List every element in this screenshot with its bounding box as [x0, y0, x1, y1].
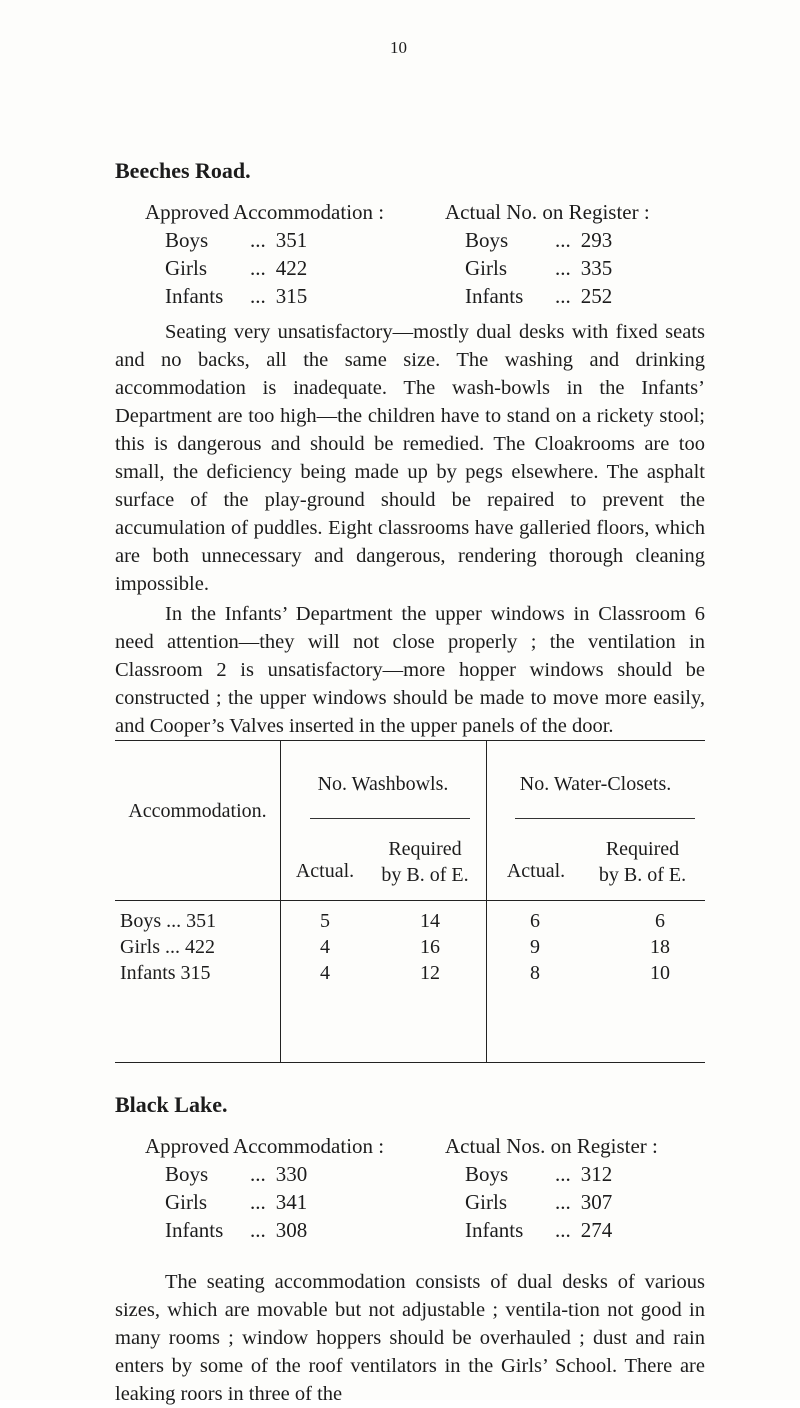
actual-row: Infants ... 274	[465, 1218, 613, 1242]
actual-row: Girls ... 307	[465, 1190, 613, 1214]
beeches-road-paragraph-seating: Seating very unsatisfactory—mostly dual desks with fixed seats and no backs, all the same size. The washing and drinking accommodation is inadequate. The wash-bowls in the Infants’ Department are too high—the children have to stand on a rickety stool; this is dangerous and should be remedied. The Cloakrooms are too small, the deficiency being made up by pegs elsewhere. The asphalt surface of the play-ground should be repaired to prevent the accumulation of puddles. Eight classrooms have galleried floors, which are both unnecessary and dangerous, rendering thorough cleaning impossible.	[115, 321, 705, 595]
header-water-closets: No. Water-Closets.	[519, 773, 672, 795]
approved-accommodation-title: Approved Accommodation :	[145, 1134, 385, 1158]
subheader-wash-actual: Actual.	[295, 860, 355, 882]
table-row: Infants 315 4 12 8 10	[120, 962, 670, 984]
table-row: Boys ... 351 5 14 6 6	[120, 910, 665, 932]
actual-register-title: Actual No. on Register :	[445, 200, 650, 224]
approved-accommodation-column	[145, 1132, 405, 1244]
approved-row: Girls ... 422	[165, 256, 308, 280]
approved-row: Boys ... 351	[165, 228, 308, 252]
beeches-road-paragraph-infants: In the Infants’ Department the upper windows in Classroom 6 need attention—they will not close properly ; the ventilation in Classroom 2 is unsatisfactory—more hopper windows should be constructed ; the upper windows should be made to move more easily, and Cooper’s Valves inserted in the upper panels of the door.	[115, 603, 705, 737]
actual-row: Boys ... 312	[465, 1162, 613, 1186]
actual-register-column	[445, 198, 745, 310]
table-sub-rule	[515, 818, 695, 819]
approved-row: Girls ... 341	[165, 1190, 308, 1214]
subheader-wash-required: Required by B. of E.	[381, 838, 469, 886]
header-washbowls: No. Washbowls.	[317, 773, 449, 795]
table-sub-rule	[310, 818, 470, 819]
sanitation-table	[115, 740, 705, 1070]
actual-register-title: Actual Nos. on Register :	[445, 1134, 658, 1158]
section-title-beeches-road: Beeches Road.	[115, 158, 251, 183]
subheader-wc-actual: Actual.	[506, 860, 566, 882]
actual-row: Infants ... 252	[465, 284, 613, 308]
black-lake-paragraph-seating: The seating accommodation consists of dual desks of various sizes, which are movable but not adjustable ; ventila-tion not good in many rooms ; window hoppers should be overhauled ; dust and rain enters by some of the roof ventilators in the Girls’ School. There are leaking roors in three of the	[115, 1271, 705, 1405]
approved-accommodation-column	[145, 198, 405, 310]
section-title-black-lake: Black Lake.	[115, 1092, 228, 1117]
actual-row: Girls ... 335	[465, 256, 613, 280]
table-row: Girls ... 422 4 16 9 18	[120, 936, 670, 958]
approved-row: Infants ... 315	[165, 284, 308, 308]
actual-row: Boys ... 293	[465, 228, 613, 252]
subheader-wc-required: Required by B. of E.	[598, 838, 687, 886]
approved-row: Boys ... 330	[165, 1162, 308, 1186]
actual-register-column	[445, 1132, 745, 1244]
table-rule	[115, 900, 705, 901]
table-rule	[115, 740, 705, 741]
approved-accommodation-title: Approved Accommodation :	[145, 200, 385, 224]
approved-row: Infants ... 308	[165, 1218, 308, 1242]
table-rule	[115, 1062, 705, 1063]
page-number: 10	[390, 38, 407, 57]
header-accommodation: Accommodation.	[128, 800, 267, 822]
